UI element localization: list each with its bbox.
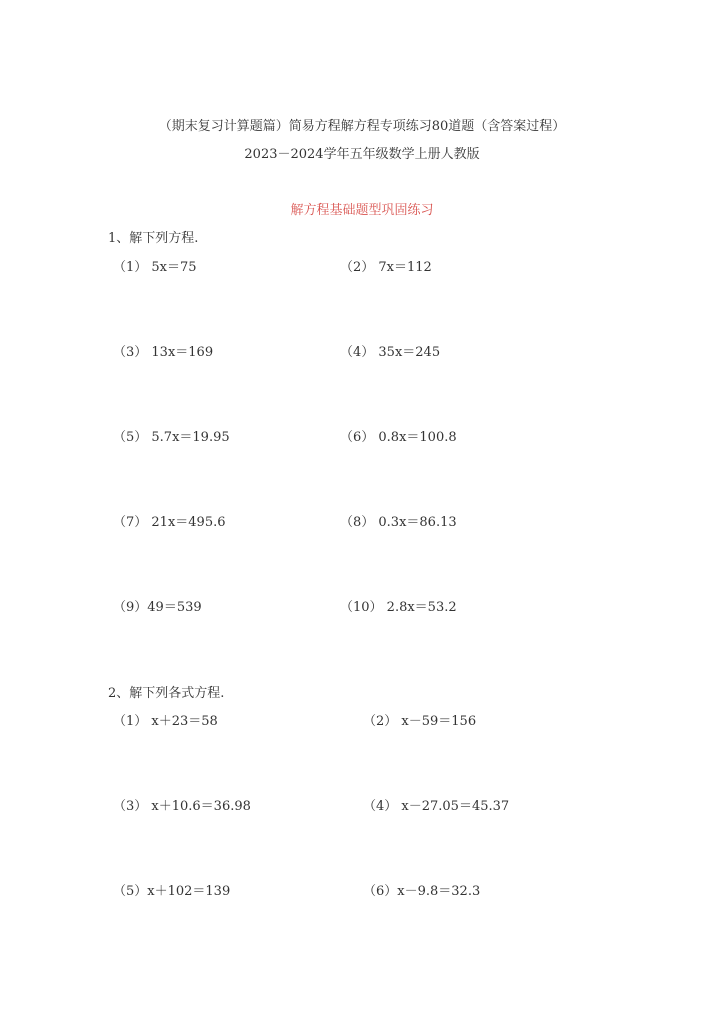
equation: （7） 21x＝495.6 [113,515,226,530]
equation: （3） 13x＝169 [113,345,214,360]
equation: （6）x－9.8＝32.3 [363,884,481,899]
equation: （2） x－59＝156 [363,714,477,729]
equation: （4） x－27.05＝45.37 [363,799,510,814]
equation: （5） 5.7x＝19.95 [113,430,230,445]
equation: （5）x＋102＝139 [113,884,231,899]
document-subtitle: 2023－2024学年五年级数学上册人教版 [244,147,480,162]
equation: （6） 0.8x＝100.8 [340,430,457,445]
document-title: （期末复习计算题篇）简易方程解方程专项练习80道题（含答案过程） [158,119,566,134]
question-1-prompt: 1、解下列方程. [108,231,199,246]
equation: （8） 0.3x＝86.13 [340,515,457,530]
equation: （9）49＝539 [113,600,202,615]
equation: （1） 5x＝75 [113,260,197,275]
equation: （3） x＋10.6＝36.98 [113,799,251,814]
question-2-prompt: 2、解下列各式方程. [108,686,225,701]
equation: （10） 2.8x＝53.2 [340,600,457,615]
section-heading: 解方程基础题型巩固练习 [290,203,434,218]
equation: （1） x＋23＝58 [113,714,218,729]
equation: （2） 7x＝112 [340,260,432,275]
equation: （4） 35x＝245 [340,345,441,360]
